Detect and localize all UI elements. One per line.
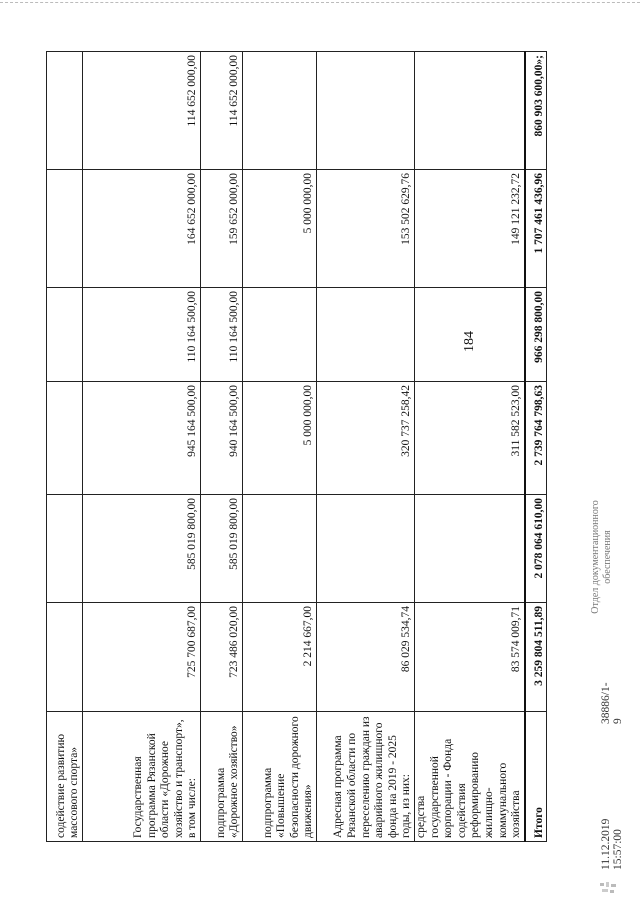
- row-name-cell: подпрограмма «Дорожное хозяйство»: [201, 712, 243, 842]
- value-cell: 2 739 764 798,63: [525, 382, 547, 495]
- value-cell: 110 164 500,00: [201, 288, 243, 382]
- value-cell: 149 121 232,72: [415, 170, 525, 288]
- stamp-line-2: обеспечения: [602, 530, 613, 584]
- value-cell: 320 737 258,42: [317, 382, 415, 495]
- page-number: 184: [462, 331, 477, 352]
- value-cell: [317, 495, 415, 603]
- table-row: [243, 52, 317, 842]
- value-cell: 3 259 804 511,89: [525, 603, 547, 712]
- value-cell: [47, 288, 83, 382]
- value-cell: [415, 495, 525, 603]
- value-cell: [243, 495, 317, 603]
- value-cell: 585 019 800,00: [201, 495, 243, 603]
- value-cell: [47, 52, 83, 170]
- value-cell: 5 000 000,00: [243, 382, 317, 495]
- table-row: [201, 52, 243, 842]
- row-name-cell: Итого: [525, 712, 547, 842]
- value-cell: [317, 52, 415, 170]
- value-cell: 83 574 009,71: [415, 603, 525, 712]
- footer-timestamp: 11.12.2019 15:57:00: [600, 818, 624, 870]
- value-cell: 2 214 667,00: [243, 603, 317, 712]
- table-row: [415, 52, 525, 842]
- value-cell: 159 652 000,00: [201, 170, 243, 288]
- value-cell: [47, 603, 83, 712]
- value-cell: 725 700 687,00: [83, 603, 201, 712]
- value-cell: 5 000 000,00: [243, 170, 317, 288]
- row-name-cell: Государственная программа Рязанской области «Дорожное хозяйство и транспорт», в том числе:: [83, 712, 201, 842]
- value-cell: 1 707 461 436,96: [525, 170, 547, 288]
- value-cell: 945 164 500,00: [83, 382, 201, 495]
- value-cell: 86 029 534,74: [317, 603, 415, 712]
- value-cell: [243, 52, 317, 170]
- scan-mark-icon: [598, 880, 620, 896]
- value-cell: 153 502 629,76: [317, 170, 415, 288]
- row-name-cell: содействие развитию массового спорта»: [47, 712, 83, 842]
- row-name-cell: Адресная программа Рязанской области по переселению граждан из аварийного жилищного фонда на 2019 - 2025 годы, из них:: [317, 712, 415, 842]
- value-cell: 966 298 800,00: [525, 288, 547, 382]
- value-cell: [47, 495, 83, 603]
- value-cell: 110 164 500,00: [83, 288, 201, 382]
- scan-edge-line: [0, 2, 640, 3]
- stamp-line-1: Отдел документационного: [590, 500, 601, 614]
- value-cell: [47, 382, 83, 495]
- value-cell: 114 652 000,00: [83, 52, 201, 170]
- value-cell: 2 078 064 610,00: [525, 495, 547, 603]
- value-cell: 860 903 600,00»;: [525, 52, 547, 170]
- value-cell: 311 582 523,00: [415, 382, 525, 495]
- value-cell: [243, 288, 317, 382]
- table-row: [47, 52, 83, 842]
- row-name-cell: подпрограмма «Повышение безопасности дорожного движения»: [243, 712, 317, 842]
- department-stamp: [590, 472, 614, 642]
- value-cell: 164 652 000,00: [83, 170, 201, 288]
- value-cell: [317, 288, 415, 382]
- value-cell: 114 652 000,00: [201, 52, 243, 170]
- row-name-cell: средства государственной корпорации - Фонда содействия реформированию жилищно-коммунального хозяйства: [415, 712, 525, 842]
- value-cell: 723 486 020,00: [201, 603, 243, 712]
- value-cell: 585 019 800,00: [83, 495, 201, 603]
- total-row: [525, 52, 547, 842]
- value-cell: 940 164 500,00: [201, 382, 243, 495]
- value-cell: [47, 170, 83, 288]
- table-row: [317, 52, 415, 842]
- budget-table: [46, 51, 547, 842]
- table-row: [83, 52, 201, 842]
- footer-doc-id: 38886/1-9: [600, 682, 624, 724]
- value-cell: [415, 52, 525, 170]
- budget-table-body: [47, 52, 547, 842]
